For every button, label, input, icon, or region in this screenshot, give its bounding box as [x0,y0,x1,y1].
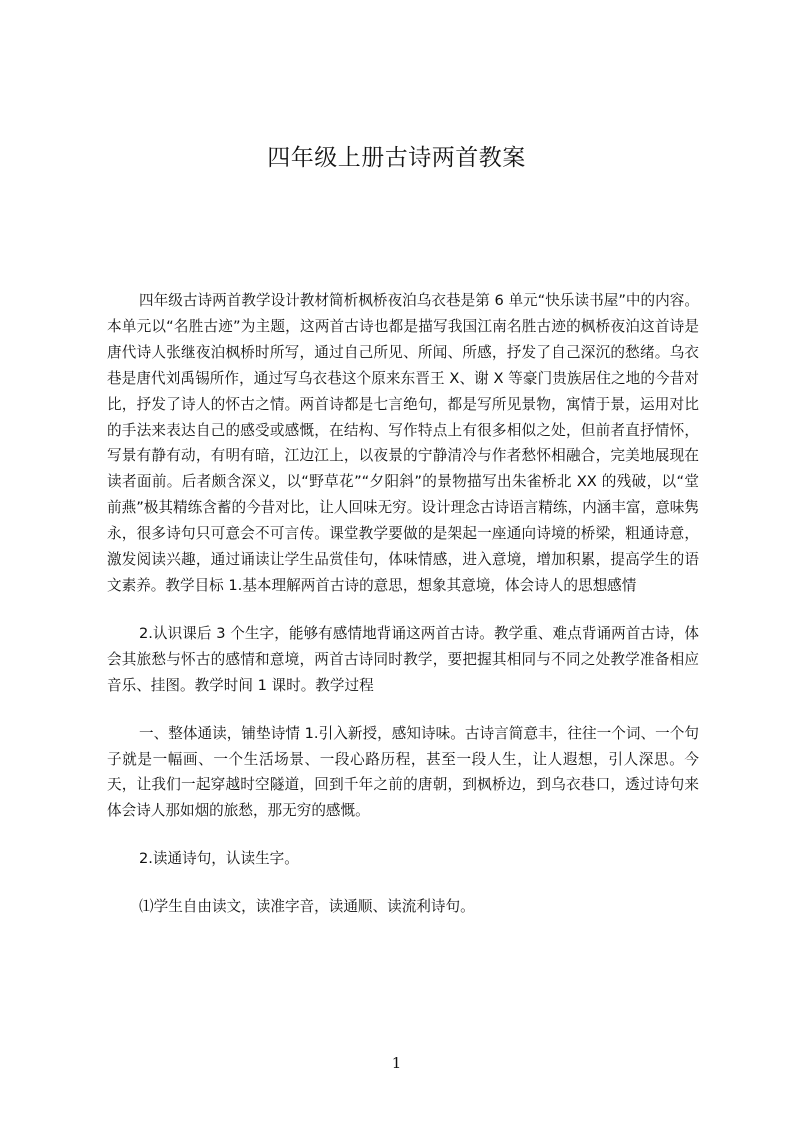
document-title: 四年级上册古诗两首教案 [267,145,526,171]
paragraph-substep: ⑴学生自由读文，读准字音，读通顺、读流利诗句。 [139,898,475,916]
paragraph-step-two: 2.读通诗句，认读生字。 [139,850,299,868]
document-body [107,288,699,920]
paragraph-intro: 四年级古诗两首教学设计教材简析枫桥夜泊乌衣巷是第 6 单元“快乐读书屋”中的内容。本单元以“名胜古迹”为主题，这两首古诗也都是描写我国江南名胜古迹的枫桥夜泊这首诗是唐代诗人张继夜泊枫桥时所写，通过自己所见、所闻、所感，抒发了自己深沉的愁绪。乌衣巷是唐代刘禹锡所作，通过写乌衣巷这个原来东晋王 X、谢 X 等豪门贵族居住之地的今昔对比，抒发了诗人的怀古之情。两首诗都是七言绝句，都是写所见景物，寓情于景，运用对比的手法来表达自己的感受或感慨，在结构、写作特点上有很多相似之处，但前者直抒情怀，写景有静有动，有明有暗，江边江上，以夜景的宁静清冷与作者愁怀相融合，完美地展现在读者面前。后者颇含深义，以“野草花”“夕阳斜”的景物描写出朱雀桥北 XX 的残破，以“堂前燕”极其精练含蓄的今昔对比，让人回味无穷。设计理念古诗语言精练，内涵丰富，意味隽永，很多诗句只可意会不可言传。课堂教学要做的是架起一座通向诗境的桥梁，粗通诗意，激发阅读兴趣，通过诵读让学生品赏佳句，体味情感，进入意境，增加积累，提高学生的语文素养。教学目标 1.基本理解两首古诗的意思，想象其意境，体会诗人的思想感情 [107,292,699,594]
page-number: 1 [391,1054,402,1072]
paragraph-step-one: 一、整体通读，铺垫诗情 1.引入新授，感知诗味。古诗言简意丰，往往一个词、一个句子就是一幅画、一个生活场景、一段心路历程，甚至一段人生，让人遐想，引人深思。今天，让我们一起穿越时空隧道，回到千年之前的唐朝，到枫桥边，到乌衣巷口，透过诗句来体会诗人那如烟的旅愁，那无穷的感慨。 [107,724,699,820]
paragraph-objectives: 2.认识课后 3 个生字，能够有感情地背诵这两首古诗。教学重、难点背诵两首古诗，体会其旅愁与怀古的感情和意境，两首古诗同时教学，要把握其相同与不同之处教学准备相应音乐、挂图。教学时间 1 课时。教学过程 [107,624,699,694]
